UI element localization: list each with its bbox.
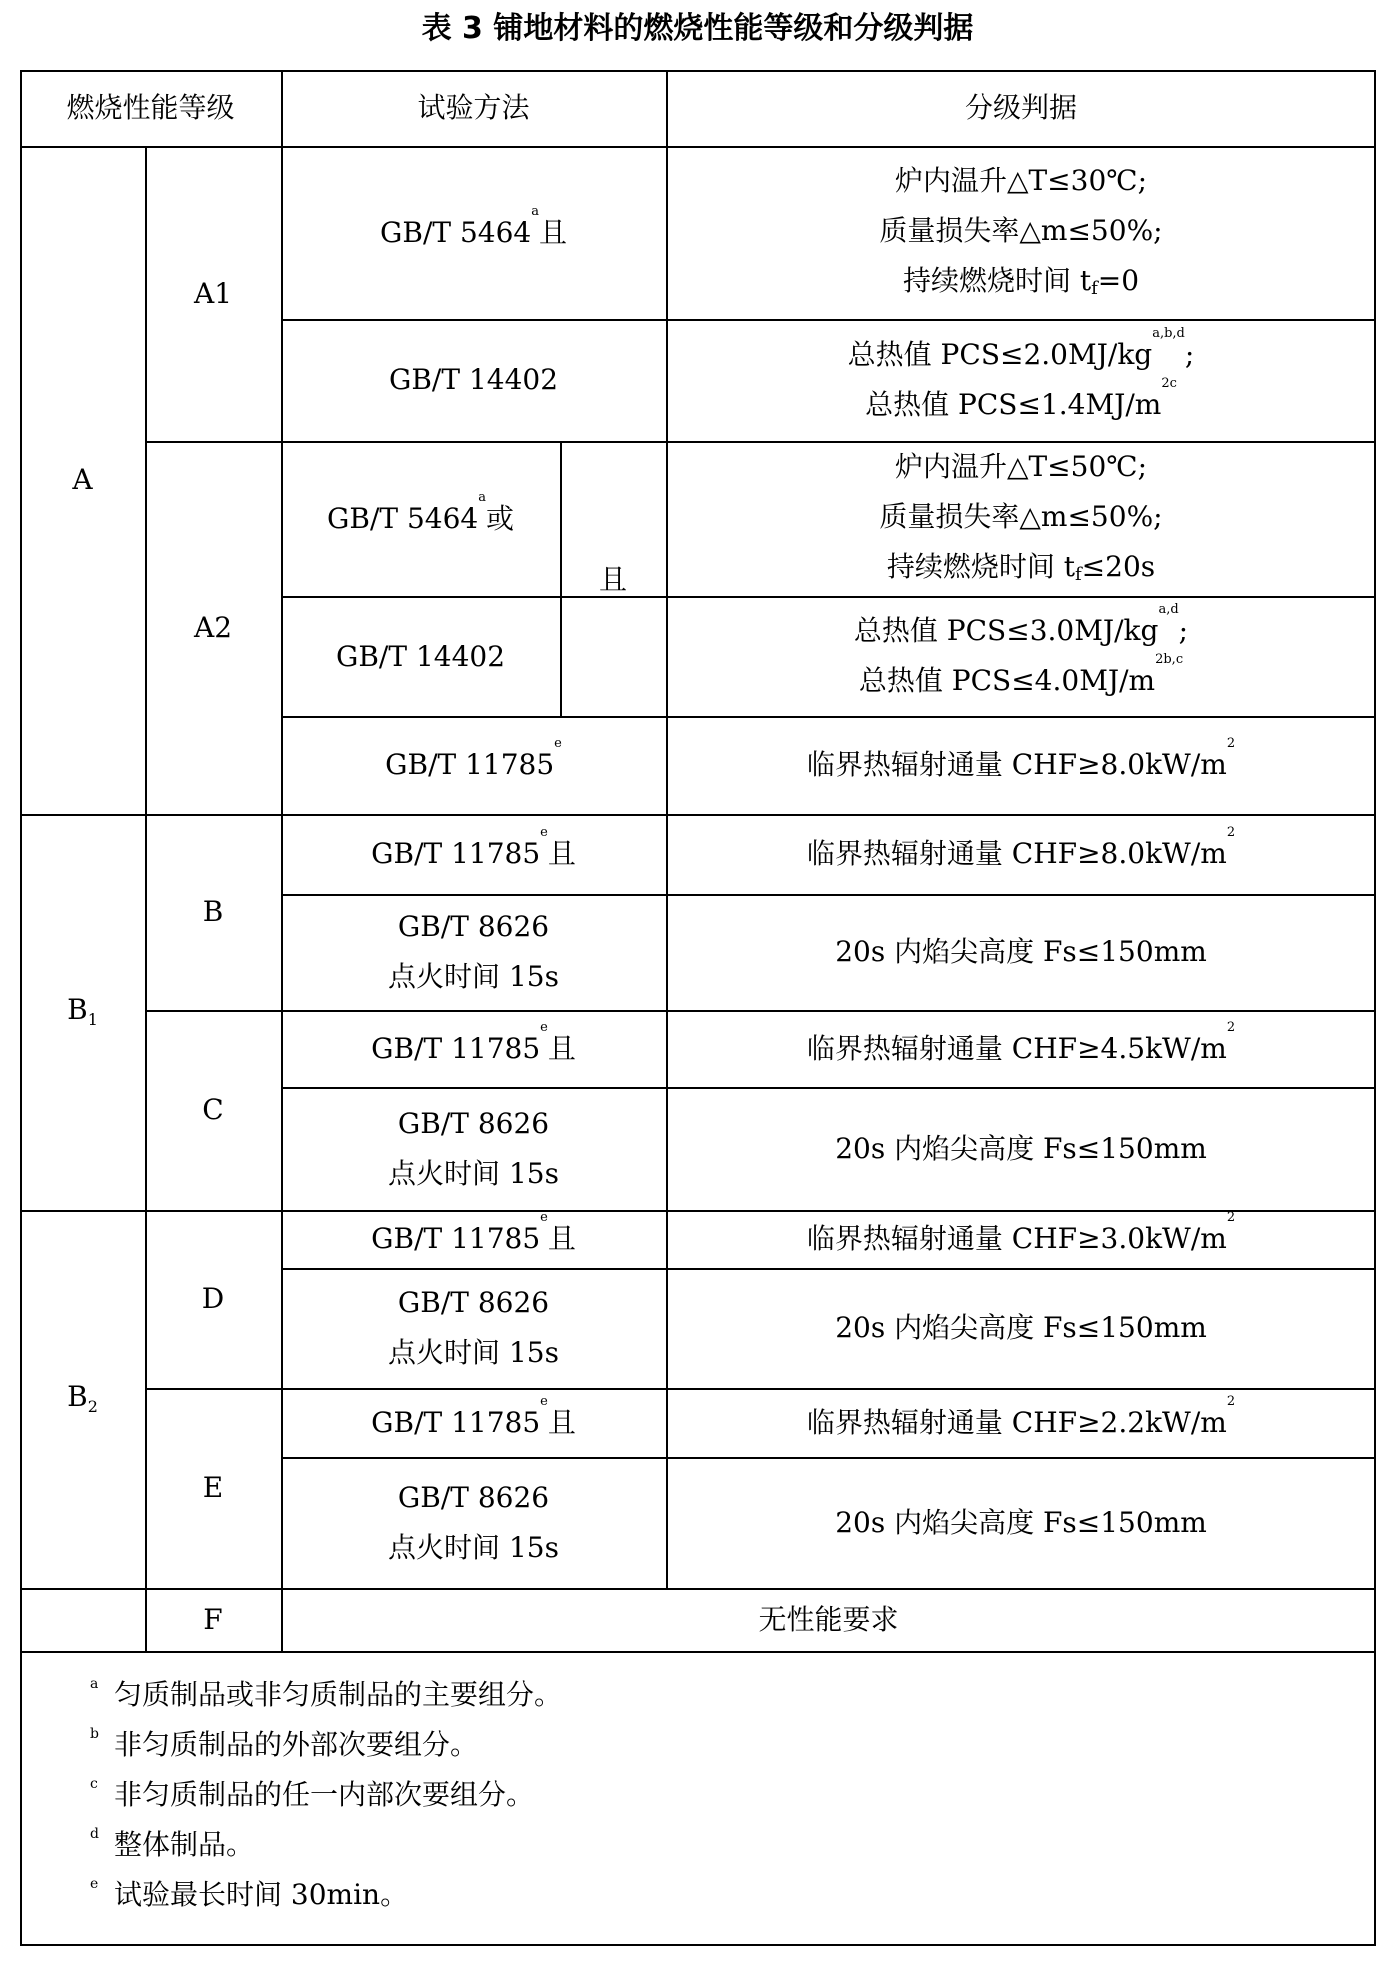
class-b1: $B_1$ — [67, 993, 98, 1029]
class-b: B — [202, 895, 224, 928]
class-e: E — [202, 1471, 224, 1504]
f-requirement: 无性能要求 — [758, 1602, 899, 1636]
e-criteria-2: 20s 内焰尖高度 Fs≤150mm — [835, 1505, 1207, 1539]
footnotes — [90, 1670, 562, 1920]
a1-criteria-1: 炉内温升△T≤30℃; 质量损失率△m≤50%; 持续燃烧时间 tf=0 — [879, 163, 1163, 299]
a2-criteria-1: 炉内温升△T≤50℃; 质量损失率△m≤50%; 持续燃烧时间 tf≤20s — [879, 449, 1163, 585]
class-a2: A2 — [193, 610, 233, 644]
b-criteria-1: 临界热辐射通量 $CHF\ge 8.0kW/m^2$ — [806, 825, 1236, 870]
c-criteria-1: 临界热辐射通量 $CHF\ge 4.5kW/m^2$ — [806, 1019, 1236, 1065]
b-method-1: GB/T 11785e且 — [371, 825, 576, 870]
d-criteria-1: 临界热辐射通量 $CHF\ge 3.0kW/m^2$ — [806, 1210, 1236, 1255]
a1-criteria-2: 总热值 PCS≤2.0MJ/kg$^{a,b,d}$; 总热值 $PCS\le 1.4MJ/m^{2c}$ — [847, 326, 1195, 421]
d-criteria-2: 20s 内焰尖高度 Fs≤150mm — [835, 1311, 1207, 1344]
e-method-2: GB/T 8626 点火时间 15s — [388, 1480, 559, 1564]
footnote: d 整体制品。 — [90, 1826, 255, 1861]
e-criteria-1: 临界热辐射通量 $CHF\ge 2.2kW/m^2$ — [806, 1393, 1236, 1439]
c-method-1: GB/T 11785e且 — [371, 1019, 576, 1065]
a2-method-3: GB/T 11785e — [385, 736, 562, 781]
class-b2: $B_2$ — [67, 1380, 98, 1416]
header-criteria: 分级判据 — [964, 91, 1077, 124]
class-a: A — [72, 463, 93, 496]
b-method-2: GB/T 8626 点火时间 15s — [388, 910, 559, 993]
a2-method-2: GB/T 14402 — [335, 640, 506, 673]
class-f: F — [203, 1602, 223, 1636]
class-a1: A1 — [193, 276, 233, 310]
a2-criteria-2: 总热值 PCS≤3.0MJ/kg$^{a,d}$; 总热值 $PCS\le 4.0MJ/m^{2b,c}$ — [853, 602, 1189, 697]
footnote: e 试验最长时间 30min。 — [90, 1876, 409, 1911]
table-title: 表 3 铺地材料的燃烧性能等级和分级判据 — [421, 11, 974, 46]
footnote: a 匀质制品或非匀质制品的主要组分。 — [90, 1676, 563, 1711]
a2-criteria-3: 临界热辐射通量 $CHF\ge 8.0kW/m^2$ — [806, 736, 1236, 781]
header-grade: 燃烧性能等级 — [66, 91, 235, 124]
a1-method-1: GB/T 5464$^a$且 — [380, 203, 567, 249]
c-criteria-2: 20s 内焰尖高度 Fs≤150mm — [835, 1131, 1207, 1165]
footnote: b 非匀质制品的外部次要组分。 — [90, 1726, 479, 1761]
footnote: c 非匀质制品的任一内部次要组分。 — [90, 1776, 535, 1811]
d-method-1: GB/T 11785e且 — [371, 1210, 576, 1255]
c-method-2: GB/T 8626 点火时间 15s — [388, 1106, 559, 1190]
class-d: D — [201, 1282, 225, 1315]
class-c: C — [202, 1093, 224, 1126]
e-method-1: GB/T 11785e且 — [371, 1393, 576, 1439]
a2-method-1: GB/T 5464$^a$或 — [327, 489, 514, 535]
header-method: 试验方法 — [417, 91, 530, 124]
d-method-2: GB/T 8626 点火时间 15s — [388, 1286, 559, 1369]
b-criteria-2: 20s 内焰尖高度 Fs≤150mm — [835, 935, 1207, 968]
a1-method-2: GB/T 14402 — [388, 363, 559, 396]
a2-and: 且 — [598, 562, 627, 596]
